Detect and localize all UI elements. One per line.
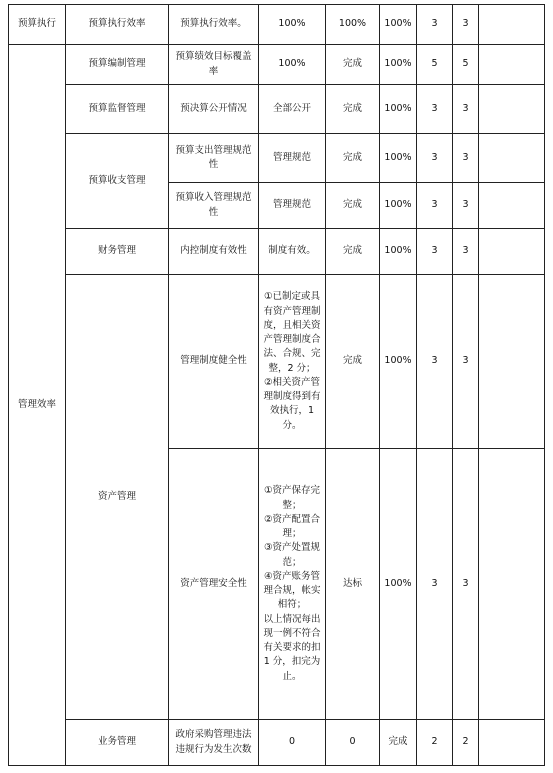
score-cell: 3 — [453, 275, 479, 449]
weight-cell: 3 — [417, 85, 453, 134]
rate-cell: 完成 — [380, 720, 417, 766]
indicator-cell: 预算编制管理 — [66, 45, 169, 85]
blank-cell — [479, 183, 545, 229]
blank-cell — [479, 5, 545, 45]
category-cell: 预算执行 — [9, 5, 66, 45]
weight-cell: 3 — [417, 229, 453, 275]
target-cell: 全部公开 — [259, 85, 326, 134]
actual-cell: 完成 — [326, 183, 380, 229]
indicator-cell: 财务管理 — [66, 229, 169, 275]
indicator-cell: 预算执行效率 — [66, 5, 169, 45]
indicator-cell: 预算收支管理 — [66, 134, 169, 229]
table-row — [9, 134, 545, 183]
sub-indicator-cell: 预决算公开情况 — [169, 85, 259, 134]
indicator-cell: 业务管理 — [66, 720, 169, 766]
target-cell: 管理规范 — [259, 134, 326, 183]
weight-cell: 3 — [417, 183, 453, 229]
weight-cell: 3 — [417, 449, 453, 720]
rate-cell: 100% — [380, 183, 417, 229]
blank-cell — [479, 720, 545, 766]
actual-cell: 完成 — [326, 85, 380, 134]
sub-indicator-cell: 政府采购管理违法违规行为发生次数 — [169, 720, 259, 766]
actual-cell: 完成 — [326, 134, 380, 183]
actual-cell: 100% — [326, 5, 380, 45]
actual-cell: 完成 — [326, 229, 380, 275]
score-cell: 3 — [453, 183, 479, 229]
sub-indicator-cell: 预算支出管理规范性 — [169, 134, 259, 183]
score-cell: 5 — [453, 45, 479, 85]
target-cell: 制度有效。 — [259, 229, 326, 275]
target-cell: 0 — [259, 720, 326, 766]
blank-cell — [479, 229, 545, 275]
rate-cell: 100% — [380, 134, 417, 183]
criteria-cell: ①已制定或具 有资产管理制 度，且相关资 产管理制度合 法、合规、完 整，2 分； ②相关资产管 理制度得到有 效执行，1 分。 — [259, 275, 326, 449]
actual-cell: 达标 — [326, 449, 380, 720]
sub-indicator-cell: 资产管理安全性 — [169, 449, 259, 720]
sub-indicator-cell: 管理制度健全性 — [169, 275, 259, 449]
rate-cell: 100% — [380, 275, 417, 449]
sub-indicator-cell: 内控制度有效性 — [169, 229, 259, 275]
rate-cell: 100% — [380, 85, 417, 134]
performance-table — [8, 4, 545, 766]
weight-cell: 3 — [417, 275, 453, 449]
table-row — [9, 5, 545, 45]
weight-cell: 5 — [417, 45, 453, 85]
table-row — [9, 85, 545, 134]
weight-cell: 3 — [417, 134, 453, 183]
score-cell: 2 — [453, 720, 479, 766]
indicator-cell: 预算监督管理 — [66, 85, 169, 134]
criteria-cell: ①资产保存完 整； ②资产配置合 理； ③资产处置规 范； ④资产账务管 理合规，帐实 相符； 以上情况每出 现一例不符合 有关要求的扣 1 分，扣完为 止。 — [259, 449, 326, 720]
score-cell: 3 — [453, 5, 479, 45]
actual-cell: 完成 — [326, 45, 380, 85]
score-cell: 3 — [453, 85, 479, 134]
score-cell: 3 — [453, 229, 479, 275]
sub-indicator-cell: 预算绩效目标覆盖率 — [169, 45, 259, 85]
weight-cell: 3 — [417, 5, 453, 45]
target-cell: 100% — [259, 45, 326, 85]
table-row — [9, 45, 545, 85]
target-cell: 管理规范 — [259, 183, 326, 229]
rate-cell: 100% — [380, 449, 417, 720]
blank-cell — [479, 134, 545, 183]
indicator-cell: 资产管理 — [66, 275, 169, 720]
target-cell: 100% — [259, 5, 326, 45]
score-cell: 3 — [453, 134, 479, 183]
rate-cell: 100% — [380, 5, 417, 45]
table-row — [9, 720, 545, 766]
actual-cell: 完成 — [326, 275, 380, 449]
actual-cell: 0 — [326, 720, 380, 766]
blank-cell — [479, 275, 545, 449]
blank-cell — [479, 85, 545, 134]
weight-cell: 2 — [417, 720, 453, 766]
blank-cell — [479, 45, 545, 85]
rate-cell: 100% — [380, 45, 417, 85]
table-row — [9, 229, 545, 275]
sub-indicator-cell: 预算收入管理规范性 — [169, 183, 259, 229]
rate-cell: 100% — [380, 229, 417, 275]
blank-cell — [479, 449, 545, 720]
sub-indicator-cell: 预算执行效率。 — [169, 5, 259, 45]
category-cell: 管理效率 — [9, 45, 66, 766]
table-row — [9, 275, 545, 449]
score-cell: 3 — [453, 449, 479, 720]
